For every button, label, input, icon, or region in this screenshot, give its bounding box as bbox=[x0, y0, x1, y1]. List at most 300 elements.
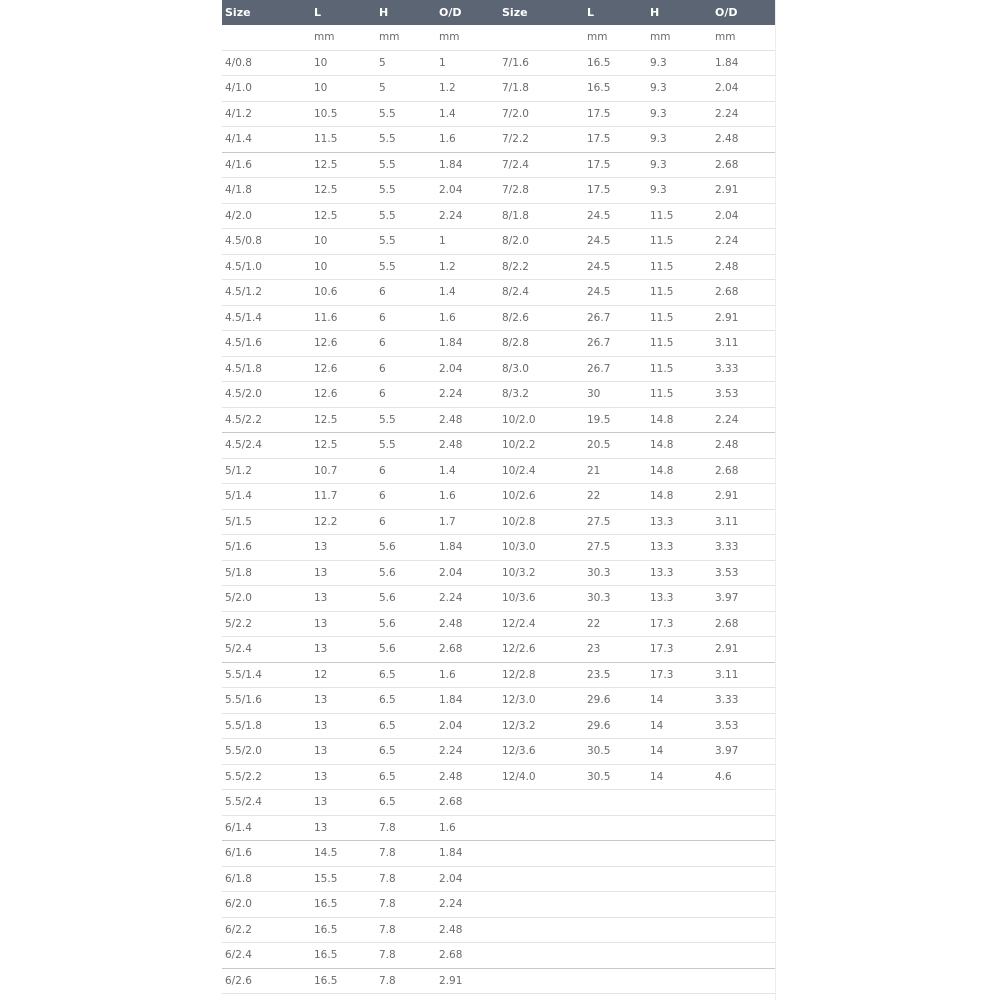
table-cell: 2.04 bbox=[436, 356, 499, 382]
table-cell: 6.5 bbox=[376, 739, 436, 765]
table-cell: 16.5 bbox=[311, 943, 376, 969]
table-cell: 14 bbox=[647, 713, 712, 739]
table-cell: 24.5 bbox=[584, 254, 647, 280]
table-cell: 24.5 bbox=[584, 280, 647, 306]
table-cell: 26.7 bbox=[584, 356, 647, 382]
table-cell: 3.53 bbox=[712, 382, 775, 408]
table-row bbox=[222, 535, 775, 561]
table-cell: 9.3 bbox=[647, 127, 712, 153]
table-cell bbox=[647, 866, 712, 892]
table-cell: 26.7 bbox=[584, 331, 647, 357]
table-cell: 14.8 bbox=[647, 407, 712, 433]
table-cell: 6.5 bbox=[376, 764, 436, 790]
table-cell: 2.68 bbox=[436, 637, 499, 663]
table-cell: 22 bbox=[584, 484, 647, 510]
table-cell: 8/3.0 bbox=[499, 356, 584, 382]
table-cell bbox=[499, 892, 584, 918]
table-cell: 7.8 bbox=[376, 841, 436, 867]
unit-cell: mm bbox=[584, 25, 647, 50]
table-cell bbox=[584, 815, 647, 841]
table-cell: 5.5/1.4 bbox=[222, 662, 311, 688]
table-row bbox=[222, 509, 775, 535]
table-cell: 2.24 bbox=[436, 739, 499, 765]
table-cell: 12/3.6 bbox=[499, 739, 584, 765]
table-cell bbox=[584, 892, 647, 918]
table-cell: 2.24 bbox=[712, 101, 775, 127]
table-cell: 17.3 bbox=[647, 637, 712, 663]
table-cell: 5.6 bbox=[376, 586, 436, 612]
table-cell: 7/2.8 bbox=[499, 178, 584, 204]
table-cell: 7/2.4 bbox=[499, 152, 584, 178]
table-cell: 5.5 bbox=[376, 152, 436, 178]
table-cell: 2.04 bbox=[436, 178, 499, 204]
table-cell: 1.6 bbox=[436, 815, 499, 841]
table-cell: 2.04 bbox=[712, 203, 775, 229]
table-cell bbox=[584, 841, 647, 867]
table-cell: 2.91 bbox=[712, 178, 775, 204]
table-row bbox=[222, 203, 775, 229]
table-cell: 16.5 bbox=[584, 50, 647, 76]
table-cell: 11.7 bbox=[311, 484, 376, 510]
table-cell bbox=[584, 866, 647, 892]
table-cell: 11.5 bbox=[647, 254, 712, 280]
table-cell: 5/2.4 bbox=[222, 637, 311, 663]
table-cell: 30.5 bbox=[584, 739, 647, 765]
table-cell: 3.11 bbox=[712, 509, 775, 535]
header-l: L bbox=[314, 6, 322, 19]
table-cell: 5/1.8 bbox=[222, 560, 311, 586]
table-row bbox=[222, 50, 775, 76]
table-cell: 5/2.2 bbox=[222, 611, 311, 637]
table-cell: 7/2.2 bbox=[499, 127, 584, 153]
table-cell: 9.3 bbox=[647, 76, 712, 102]
table-row bbox=[222, 560, 775, 586]
unit-cell bbox=[499, 25, 584, 50]
table-cell: 12/3.0 bbox=[499, 688, 584, 714]
table-cell: 2.48 bbox=[712, 127, 775, 153]
table-cell: 13 bbox=[311, 560, 376, 586]
table-cell bbox=[584, 968, 647, 994]
table-cell: 14 bbox=[647, 739, 712, 765]
table-cell: 2.48 bbox=[436, 407, 499, 433]
unit-cell: mm bbox=[311, 25, 376, 50]
table-row bbox=[222, 841, 775, 867]
table-cell: 10.5 bbox=[311, 101, 376, 127]
table-cell: 17.3 bbox=[647, 611, 712, 637]
table-cell: 4/1.8 bbox=[222, 178, 311, 204]
table-cell: 6 bbox=[376, 331, 436, 357]
table-cell: 30.5 bbox=[584, 764, 647, 790]
table-cell bbox=[584, 943, 647, 969]
table-cell: 23 bbox=[584, 637, 647, 663]
table-cell: 12/2.4 bbox=[499, 611, 584, 637]
table-cell: 10.7 bbox=[311, 458, 376, 484]
table-cell bbox=[712, 892, 775, 918]
table-cell: 5.5 bbox=[376, 178, 436, 204]
table-cell bbox=[647, 790, 712, 816]
table-cell: 7.8 bbox=[376, 892, 436, 918]
table-cell: 7.8 bbox=[376, 917, 436, 943]
table-cell: 12.6 bbox=[311, 356, 376, 382]
table-cell: 1.84 bbox=[436, 841, 499, 867]
table-cell: 10 bbox=[311, 50, 376, 76]
table-cell: 2.48 bbox=[436, 917, 499, 943]
table-row bbox=[222, 892, 775, 918]
table-cell: 5.5 bbox=[376, 203, 436, 229]
table-row bbox=[222, 688, 775, 714]
table-cell: 12.5 bbox=[311, 178, 376, 204]
header-size: Size bbox=[225, 6, 251, 19]
table-cell: 6.5 bbox=[376, 662, 436, 688]
table-cell: 7.8 bbox=[376, 968, 436, 994]
table-cell: 11.5 bbox=[647, 203, 712, 229]
table-cell: 10/2.0 bbox=[499, 407, 584, 433]
table-cell: 11.5 bbox=[647, 331, 712, 357]
table-cell: 13 bbox=[311, 637, 376, 663]
table-row bbox=[222, 586, 775, 612]
header-od-2: O/D bbox=[715, 6, 738, 19]
table-cell: 8/2.0 bbox=[499, 229, 584, 255]
unit-cell: mm bbox=[376, 25, 436, 50]
table-cell: 3.53 bbox=[712, 560, 775, 586]
table-cell: 5/1.6 bbox=[222, 535, 311, 561]
table-cell bbox=[712, 968, 775, 994]
table-cell: 5.5 bbox=[376, 254, 436, 280]
table-cell bbox=[499, 790, 584, 816]
table-cell: 13 bbox=[311, 815, 376, 841]
table-cell: 10 bbox=[311, 229, 376, 255]
table-cell: 10/2.2 bbox=[499, 433, 584, 459]
table-cell: 7.8 bbox=[376, 943, 436, 969]
table-cell: 23.5 bbox=[584, 662, 647, 688]
table-cell bbox=[647, 968, 712, 994]
table-cell: 16.5 bbox=[311, 917, 376, 943]
table-cell: 5.5 bbox=[376, 101, 436, 127]
table-cell: 6/2.2 bbox=[222, 917, 311, 943]
table-cell: 2.91 bbox=[712, 484, 775, 510]
table-row bbox=[222, 790, 775, 816]
table-cell: 2.68 bbox=[712, 458, 775, 484]
table-cell: 4.5/2.0 bbox=[222, 382, 311, 408]
table-cell: 4/1.4 bbox=[222, 127, 311, 153]
table-cell: 13.3 bbox=[647, 509, 712, 535]
table-cell: 5.5 bbox=[376, 407, 436, 433]
table-row bbox=[222, 484, 775, 510]
table-cell: 17.5 bbox=[584, 101, 647, 127]
table-cell: 13.3 bbox=[647, 535, 712, 561]
unit-cell: mm bbox=[647, 25, 712, 50]
table-cell bbox=[499, 815, 584, 841]
table-cell: 10/2.8 bbox=[499, 509, 584, 535]
table-cell: 1.4 bbox=[436, 101, 499, 127]
table-cell: 5 bbox=[376, 50, 436, 76]
table-cell: 5.6 bbox=[376, 535, 436, 561]
table-cell: 5.5 bbox=[376, 433, 436, 459]
table-cell: 6 bbox=[376, 458, 436, 484]
table-cell: 9.3 bbox=[647, 178, 712, 204]
table-cell: 10 bbox=[311, 76, 376, 102]
table-cell: 5.5/2.4 bbox=[222, 790, 311, 816]
table-row bbox=[222, 917, 775, 943]
table-cell: 10/2.6 bbox=[499, 484, 584, 510]
table-cell: 17.5 bbox=[584, 152, 647, 178]
table-cell: 4/0.8 bbox=[222, 50, 311, 76]
table-cell: 5.5/1.6 bbox=[222, 688, 311, 714]
table-cell: 2.04 bbox=[436, 866, 499, 892]
table-row bbox=[222, 229, 775, 255]
table-cell: 6/2.6 bbox=[222, 968, 311, 994]
table-cell: 2.68 bbox=[436, 943, 499, 969]
table-cell: 9.3 bbox=[647, 50, 712, 76]
table-row bbox=[222, 127, 775, 153]
table-cell bbox=[712, 790, 775, 816]
table-cell: 13 bbox=[311, 764, 376, 790]
table-cell: 6 bbox=[376, 280, 436, 306]
table-cell: 29.6 bbox=[584, 688, 647, 714]
table-cell: 2.24 bbox=[712, 229, 775, 255]
table-cell: 4.5/2.2 bbox=[222, 407, 311, 433]
table-cell: 2.04 bbox=[712, 76, 775, 102]
table-cell: 12/2.6 bbox=[499, 637, 584, 663]
table-cell bbox=[584, 917, 647, 943]
table-cell bbox=[499, 968, 584, 994]
table-cell: 12/2.8 bbox=[499, 662, 584, 688]
units-row bbox=[222, 25, 775, 50]
table-cell: 1.84 bbox=[712, 50, 775, 76]
table-cell: 14.8 bbox=[647, 433, 712, 459]
table-cell: 30.3 bbox=[584, 560, 647, 586]
table-cell bbox=[499, 841, 584, 867]
table-cell: 30 bbox=[584, 382, 647, 408]
table-row bbox=[222, 815, 775, 841]
table-cell: 30.3 bbox=[584, 586, 647, 612]
table-cell: 7/2.0 bbox=[499, 101, 584, 127]
table-cell: 10/3.6 bbox=[499, 586, 584, 612]
table-cell: 3.11 bbox=[712, 662, 775, 688]
table-cell: 10.6 bbox=[311, 280, 376, 306]
table-cell: 3.33 bbox=[712, 688, 775, 714]
table-row bbox=[222, 280, 775, 306]
table-cell: 4/1.2 bbox=[222, 101, 311, 127]
table-cell: 10/3.0 bbox=[499, 535, 584, 561]
table-cell: 5.6 bbox=[376, 560, 436, 586]
table-cell bbox=[647, 815, 712, 841]
table-cell: 16.5 bbox=[311, 892, 376, 918]
table-cell: 12/4.0 bbox=[499, 764, 584, 790]
table-row bbox=[222, 637, 775, 663]
table-cell bbox=[712, 917, 775, 943]
table-cell bbox=[712, 866, 775, 892]
table-cell: 9.3 bbox=[647, 152, 712, 178]
table-cell: 5/1.2 bbox=[222, 458, 311, 484]
table-cell: 6.5 bbox=[376, 688, 436, 714]
table-cell: 13.3 bbox=[647, 560, 712, 586]
table-cell: 1.84 bbox=[436, 688, 499, 714]
table-cell: 24.5 bbox=[584, 203, 647, 229]
table-cell bbox=[499, 943, 584, 969]
table-cell: 6/2.0 bbox=[222, 892, 311, 918]
table-cell: 22 bbox=[584, 611, 647, 637]
table-cell: 1.4 bbox=[436, 280, 499, 306]
table-cell: 1.6 bbox=[436, 127, 499, 153]
table-cell: 5.5/2.2 bbox=[222, 764, 311, 790]
table-row bbox=[222, 662, 775, 688]
table-cell: 14.8 bbox=[647, 458, 712, 484]
table-row bbox=[222, 713, 775, 739]
table-row bbox=[222, 943, 775, 969]
table-cell bbox=[647, 892, 712, 918]
table-row bbox=[222, 101, 775, 127]
table-cell: 12.6 bbox=[311, 331, 376, 357]
table-row bbox=[222, 254, 775, 280]
table-cell: 14.5 bbox=[311, 841, 376, 867]
table-cell: 8/2.4 bbox=[499, 280, 584, 306]
table-cell: 2.48 bbox=[712, 254, 775, 280]
table-cell: 4.5/1.0 bbox=[222, 254, 311, 280]
table-cell: 1.2 bbox=[436, 254, 499, 280]
table-cell: 2.04 bbox=[436, 713, 499, 739]
table-cell: 2.68 bbox=[712, 611, 775, 637]
table-cell: 3.33 bbox=[712, 356, 775, 382]
table-cell: 20.5 bbox=[584, 433, 647, 459]
table-cell: 3.97 bbox=[712, 586, 775, 612]
table-cell: 5.6 bbox=[376, 611, 436, 637]
table-cell: 6 bbox=[376, 509, 436, 535]
table-cell: 16.5 bbox=[311, 968, 376, 994]
table-cell: 5/2.0 bbox=[222, 586, 311, 612]
table-cell: 10/3.2 bbox=[499, 560, 584, 586]
table-cell: 8/1.8 bbox=[499, 203, 584, 229]
header-row bbox=[222, 0, 775, 25]
table-row bbox=[222, 152, 775, 178]
table-right-border bbox=[775, 0, 776, 1000]
table-row bbox=[222, 382, 775, 408]
table-body bbox=[222, 25, 775, 994]
table-cell bbox=[712, 841, 775, 867]
table-cell: 1.6 bbox=[436, 662, 499, 688]
table-cell: 2.04 bbox=[436, 560, 499, 586]
table-cell: 11.5 bbox=[311, 127, 376, 153]
table-cell: 16.5 bbox=[584, 76, 647, 102]
table-cell: 4.5/2.4 bbox=[222, 433, 311, 459]
table-cell: 5.5/2.0 bbox=[222, 739, 311, 765]
table-cell: 2.24 bbox=[436, 586, 499, 612]
header-size-2: Size bbox=[502, 6, 528, 19]
table-cell: 11.5 bbox=[647, 356, 712, 382]
table-cell: 8/2.6 bbox=[499, 305, 584, 331]
table-cell: 13 bbox=[311, 790, 376, 816]
table-cell: 11.6 bbox=[311, 305, 376, 331]
table-cell: 4.5/1.2 bbox=[222, 280, 311, 306]
table-cell: 14.8 bbox=[647, 484, 712, 510]
table-cell: 6/2.4 bbox=[222, 943, 311, 969]
table-cell: 6 bbox=[376, 382, 436, 408]
table-cell: 13 bbox=[311, 688, 376, 714]
table-cell: 17.5 bbox=[584, 127, 647, 153]
unit-cell bbox=[222, 25, 311, 50]
table-cell: 3.33 bbox=[712, 535, 775, 561]
table-cell: 2.24 bbox=[436, 203, 499, 229]
table-cell: 1.6 bbox=[436, 484, 499, 510]
table-cell: 13 bbox=[311, 739, 376, 765]
table-cell: 15.5 bbox=[311, 866, 376, 892]
table-cell: 12 bbox=[311, 662, 376, 688]
table-cell: 5.5 bbox=[376, 127, 436, 153]
table-row bbox=[222, 407, 775, 433]
table-cell: 6 bbox=[376, 305, 436, 331]
table-cell: 13 bbox=[311, 535, 376, 561]
table-cell: 6/1.6 bbox=[222, 841, 311, 867]
table-cell: 27.5 bbox=[584, 535, 647, 561]
table-cell: 4.5/1.6 bbox=[222, 331, 311, 357]
table-cell: 6.5 bbox=[376, 713, 436, 739]
table-cell: 13.3 bbox=[647, 586, 712, 612]
table-cell: 2.68 bbox=[436, 790, 499, 816]
table-cell: 5/1.4 bbox=[222, 484, 311, 510]
table-cell: 13 bbox=[311, 586, 376, 612]
table-cell: 1.84 bbox=[436, 152, 499, 178]
table-cell: 10/2.4 bbox=[499, 458, 584, 484]
table-cell bbox=[584, 790, 647, 816]
table-cell: 6/1.8 bbox=[222, 866, 311, 892]
unit-cell: mm bbox=[712, 25, 775, 50]
table-row bbox=[222, 458, 775, 484]
table-cell: 8/2.2 bbox=[499, 254, 584, 280]
table-cell: 1.84 bbox=[436, 535, 499, 561]
header-h: H bbox=[379, 6, 389, 19]
table-cell bbox=[647, 841, 712, 867]
table-cell: 14 bbox=[647, 764, 712, 790]
table-cell: 2.68 bbox=[712, 152, 775, 178]
table-cell: 12/3.2 bbox=[499, 713, 584, 739]
table-cell: 5.6 bbox=[376, 637, 436, 663]
table-row bbox=[222, 433, 775, 459]
table-cell: 11.5 bbox=[647, 305, 712, 331]
table-cell: 17.5 bbox=[584, 178, 647, 204]
table-cell: 5.5 bbox=[376, 229, 436, 255]
table-row bbox=[222, 764, 775, 790]
table-cell: 12.5 bbox=[311, 407, 376, 433]
table-cell bbox=[499, 917, 584, 943]
table-cell: 2.91 bbox=[436, 968, 499, 994]
table-cell: 12.5 bbox=[311, 152, 376, 178]
table-cell: 5/1.5 bbox=[222, 509, 311, 535]
table-cell: 12.6 bbox=[311, 382, 376, 408]
table-cell: 4/1.0 bbox=[222, 76, 311, 102]
table-row bbox=[222, 76, 775, 102]
table-cell: 1.84 bbox=[436, 331, 499, 357]
table-cell: 19.5 bbox=[584, 407, 647, 433]
table-cell bbox=[712, 815, 775, 841]
table-cell: 2.48 bbox=[436, 764, 499, 790]
table-row bbox=[222, 178, 775, 204]
table-cell: 7/1.8 bbox=[499, 76, 584, 102]
table-cell: 6 bbox=[376, 356, 436, 382]
table-cell: 13 bbox=[311, 611, 376, 637]
table-cell: 4/1.6 bbox=[222, 152, 311, 178]
table-row bbox=[222, 331, 775, 357]
table-cell: 1.6 bbox=[436, 305, 499, 331]
table-cell: 11.5 bbox=[647, 280, 712, 306]
header-l-2: L bbox=[587, 6, 595, 19]
table-cell: 1.2 bbox=[436, 76, 499, 102]
table-cell: 4.6 bbox=[712, 764, 775, 790]
unit-cell: mm bbox=[436, 25, 499, 50]
table-cell: 4/2.0 bbox=[222, 203, 311, 229]
table-cell: 9.3 bbox=[647, 101, 712, 127]
table-cell: 7.8 bbox=[376, 866, 436, 892]
table-cell: 11.5 bbox=[647, 382, 712, 408]
